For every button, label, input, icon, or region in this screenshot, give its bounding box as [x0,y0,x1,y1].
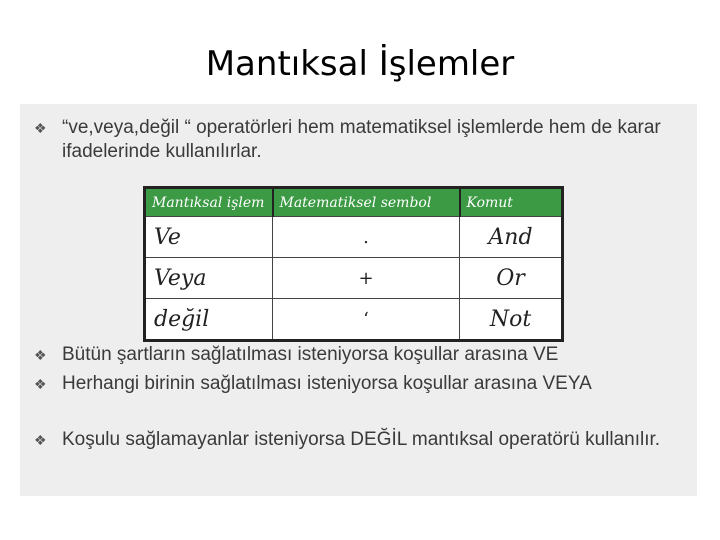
table-header-row [145,188,563,217]
diamond-bullet-icon: ❖ [34,347,47,363]
operators-table [143,186,564,342]
diamond-bullet-icon: ❖ [34,376,47,392]
header-command: Komut [460,188,563,217]
table-row [145,299,563,341]
diamond-bullet-icon: ❖ [34,432,47,448]
bullet-item-2 [34,343,674,367]
bullet-item-4 [34,428,674,452]
bullet-item-1 [34,116,674,164]
header-math-symbol: Matematiksel sembol [273,188,460,217]
cell-operation: Ve [145,217,273,258]
cell-symbol: ‘ [273,299,460,341]
cell-operation: Veya [145,258,273,299]
bullet-item-3 [34,372,674,396]
cell-command: Not [460,299,563,341]
cell-operation: değil [145,299,273,341]
cell-command: Or [460,258,563,299]
bullet-text-3: Herhangi birinin sağlatılması isteniyorsa koşullar arasına VEYA [62,373,592,394]
slide-title: Mantıksal İşlemler [205,44,515,84]
table-row [145,217,563,258]
bullet-text-2: Bütün şartların sağlatılması isteniyorsa koşullar arasına VE [62,344,559,365]
cell-symbol: + [273,258,460,299]
cell-symbol: . [273,217,460,258]
bullet-text-1: “ve,veya,değil “ operatörleri hem matematiksel işlemlerde hem de karar ifadelerinde kullanılırlar. [62,117,661,162]
header-logical-operation: Mantıksal işlem [145,188,273,217]
table-row [145,258,563,299]
bullet-text-4: Koşulu sağlamayanlar isteniyorsa DEĞİL mantıksal operatörü kullanılır. [62,429,661,450]
diamond-bullet-icon: ❖ [34,120,47,136]
cell-command: And [460,217,563,258]
